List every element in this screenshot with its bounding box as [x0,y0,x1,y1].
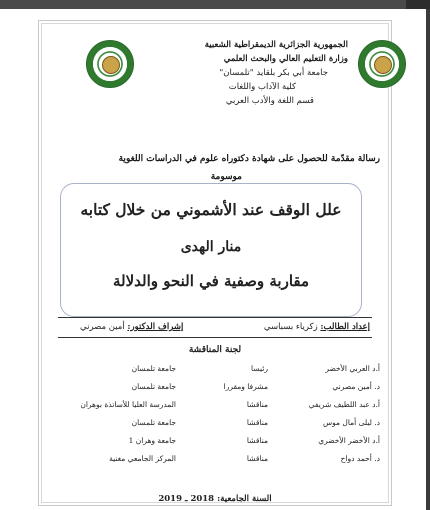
member-institution: جامعة تلمسان [131,418,176,427]
member-name: أ.د العربي الأخضر [325,364,380,373]
academic-year: السنة الجامعية: 2018 ـ 2019 [158,494,272,504]
header-line-republic: الجمهورية الجزائرية الديمقراطية الشعبية [204,40,348,50]
university-seal-right [358,40,406,88]
header-line-ministry: وزارة التعليم العالي والبحث العلمي [223,54,348,64]
member-role: مناقشا [246,436,268,445]
committee-row [38,400,392,412]
title-box [60,183,362,317]
supervisor-label: إشراف الدكتور: [127,322,184,332]
member-institution: جامعة تلمسان [131,364,176,373]
committee-row [38,454,392,466]
member-name: د. ليلى أمال موس [322,418,380,427]
member-name: أ.د عبد اللطيف شريفي [308,400,380,409]
thesis-title-line2: منار الهدى [180,239,242,255]
member-role: مشرفا ومقررا [223,382,268,391]
thesis-title-line3: مقاربة وصفية في النحو والدلالة [112,272,310,290]
committee-row [38,364,392,376]
thesis-purpose: رسالة مقدّمة للحصول على شهادة دكتوراه علوم في الدراسات اللغوية [118,154,380,164]
member-name: د. أحمد دواح [340,454,380,463]
member-role: مناقشا [246,454,268,463]
viewer-toolbar [0,0,430,9]
member-role: مناقشا [246,400,268,409]
thesis-title-line1: علل الوقف عند الأشموني من خلال كتابه [80,200,342,219]
divider-bottom [58,337,372,338]
document-page [38,20,392,506]
member-institution: المركز الجامعي مغنية [109,454,176,463]
header-line-department: قسم اللغة والأدب العربي [225,96,314,106]
member-name: د. أمين مصرني [332,382,380,391]
member-institution: المدرسة العليا للأساتذة بوهران [80,400,176,409]
member-institution: جامعة وهران 1 [128,436,176,445]
university-seal-left [86,40,134,88]
student-name: زكرياء بسباسي [263,322,318,332]
member-role: رئيسا [251,364,268,373]
supervisor-name: أمين مصرني [80,322,125,332]
header-line-university: جامعة أبي بكر بلقايد "تلمسان" [219,68,328,78]
viewer-scrollbar[interactable] [426,9,430,510]
committee-title: لجنة المناقشة [188,345,242,355]
supervisor-line [80,322,183,332]
toolbar-corner [406,0,430,9]
committee-row [38,436,392,448]
member-role: مناقشا [246,418,268,427]
header-line-faculty: كلية الآداب واللغات [228,82,296,92]
student-label: إعداد الطالب: [320,322,370,332]
committee-row [38,382,392,394]
member-name: أ.د الأخضر الأخضري [318,436,380,445]
thesis-subtitle: موسومة [210,172,242,182]
student-line [264,322,370,332]
divider-top [58,317,372,318]
committee-row [38,418,392,430]
member-institution: جامعة تلمسان [131,382,176,391]
